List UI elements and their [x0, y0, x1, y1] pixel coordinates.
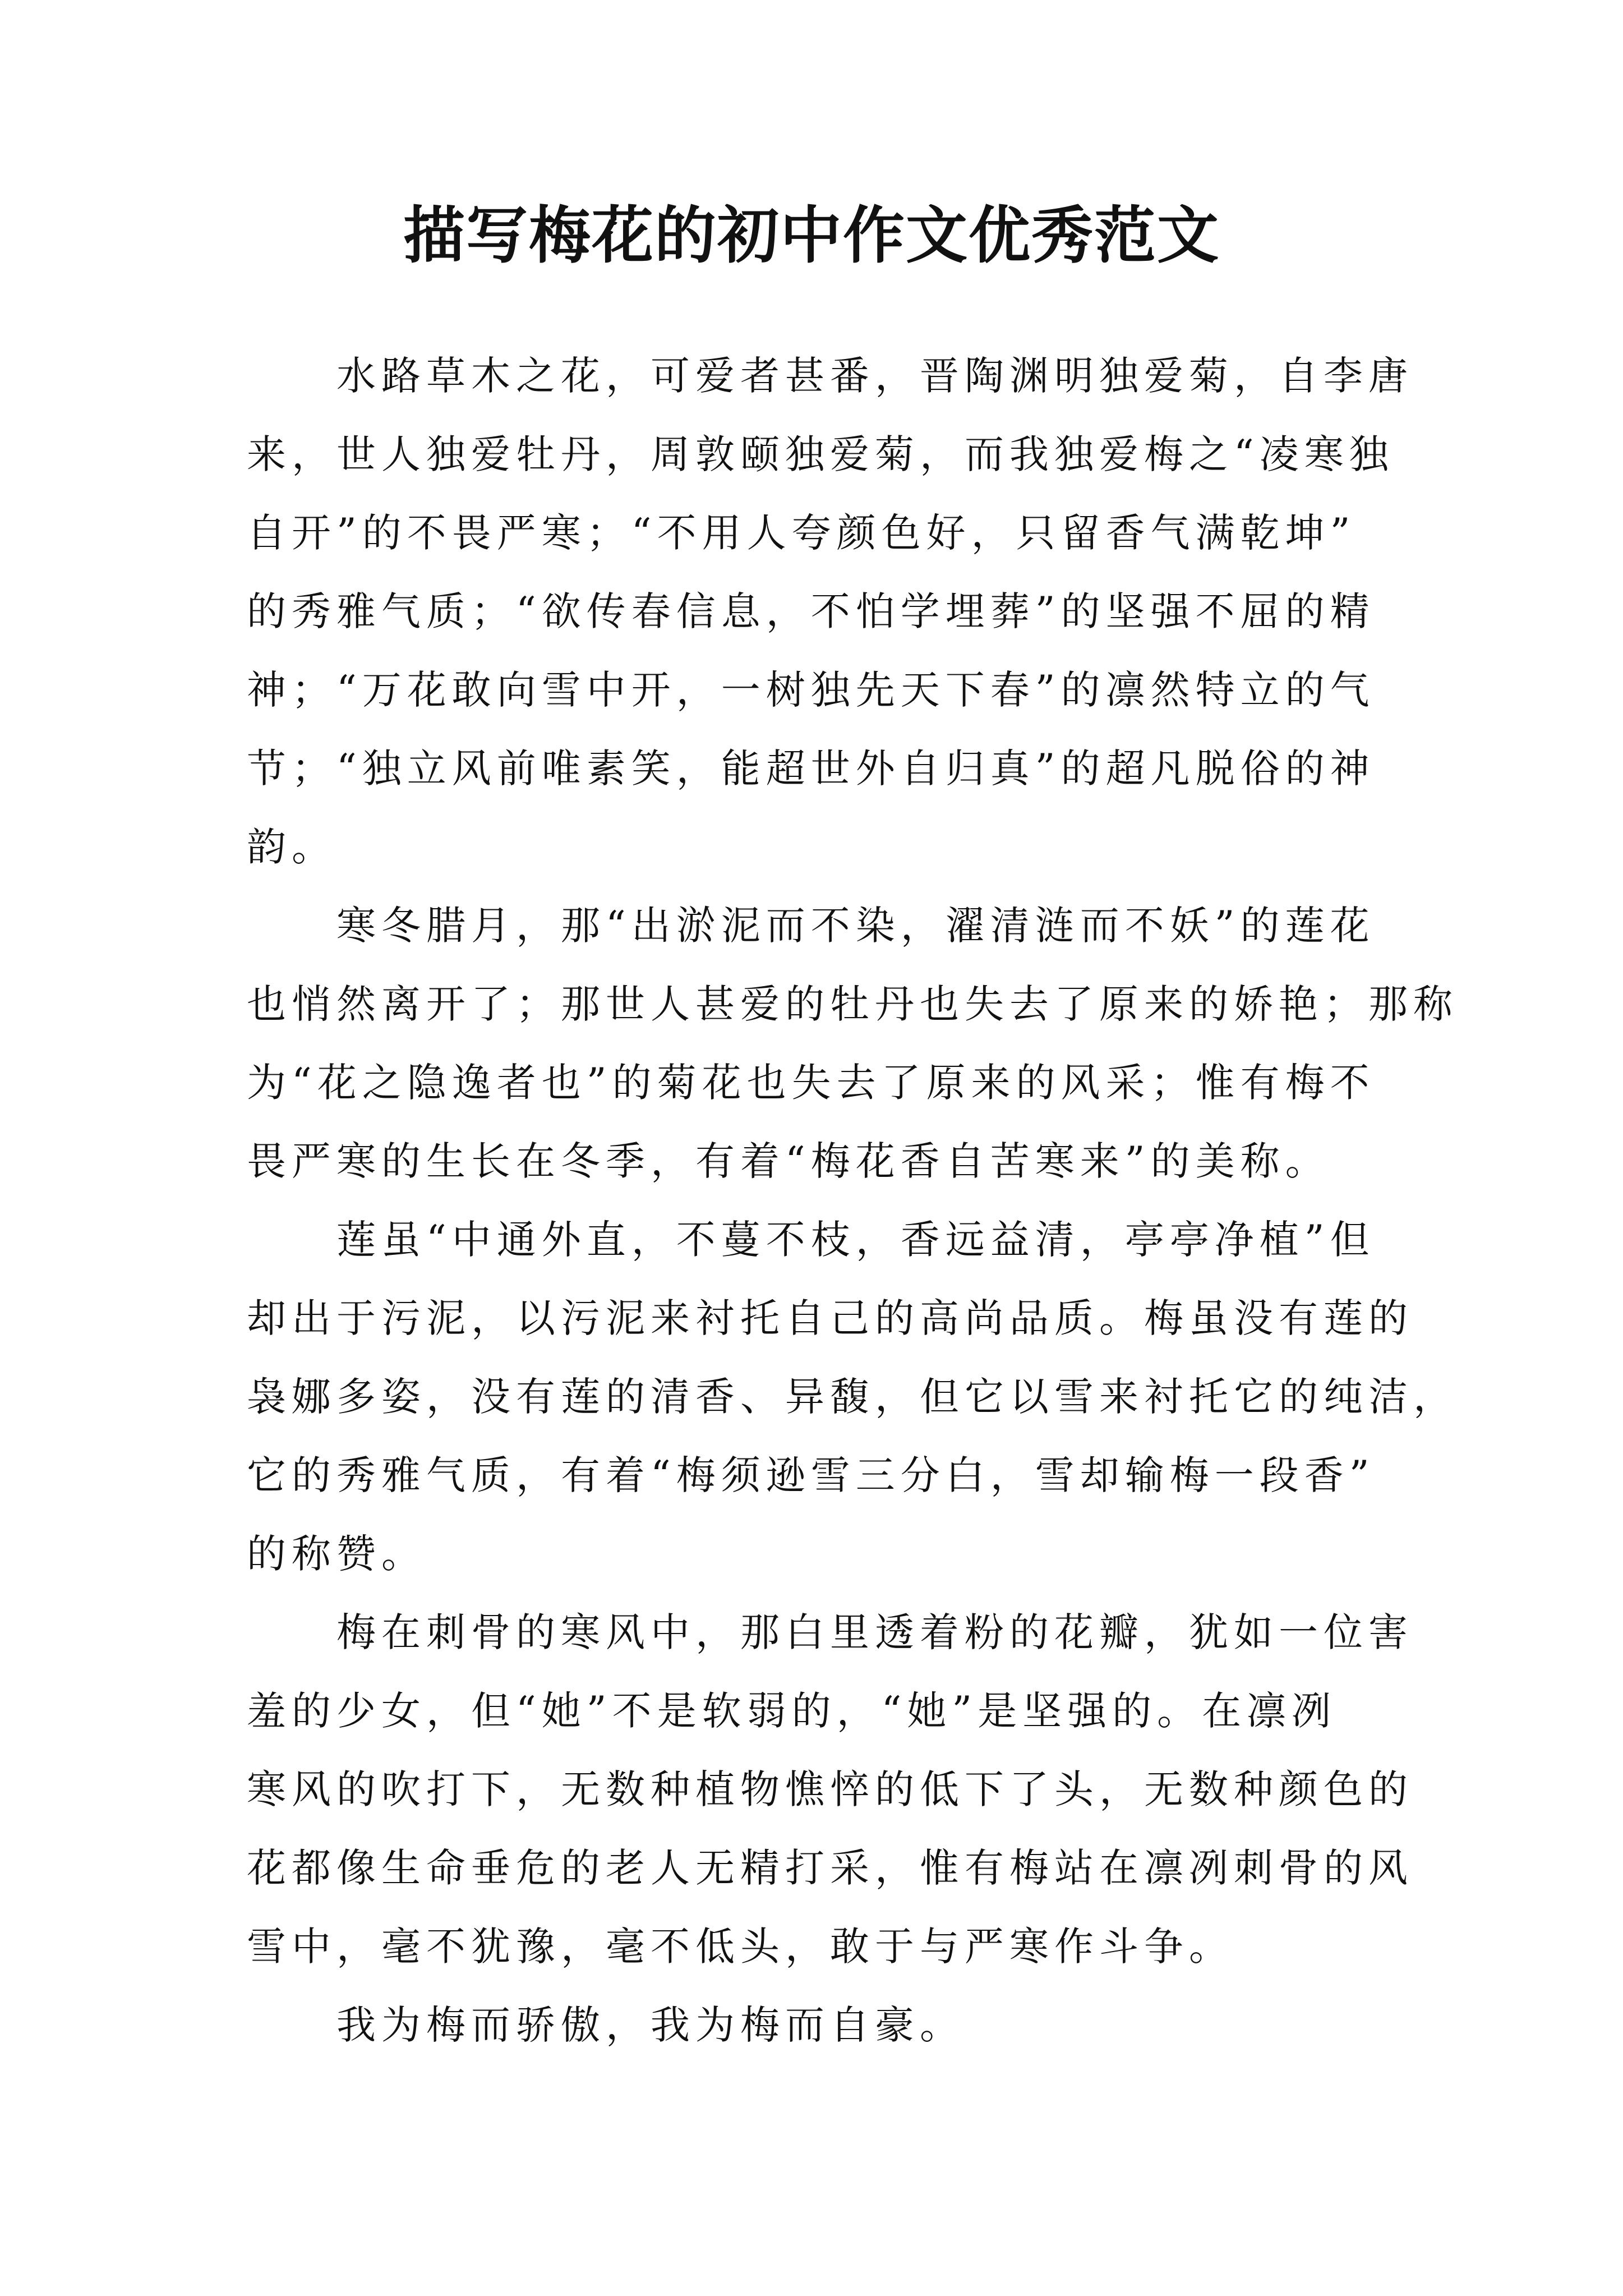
text-line: 它的秀雅气质，有着“梅须逊雪三分白，雪却输梅一段香” [247, 1452, 1375, 1498]
text-line: 自开”的不畏严寒；“不用人夸颜色好，只留香气满乾坤” [247, 510, 1356, 556]
text-line: 寒冬腊月，那“出淤泥而不染，濯清涟而不妖”的莲花 [336, 903, 1375, 949]
text-line: 韵。 [247, 824, 336, 870]
paragraph-4 [247, 1593, 1413, 1986]
paragraph-3 [247, 1200, 1458, 1593]
paragraph-2 [247, 886, 1458, 1200]
text-line: 水路草木之花，可爱者甚番，晋陶渊明独爱菊，自李唐 [336, 353, 1413, 399]
text-line: 寒风的吹打下，无数种植物憔悴的低下了头，无数种颜色的 [247, 1766, 1413, 1812]
text-line: 畏严寒的生长在冬季，有着“梅花香自苦寒来”的美称。 [247, 1138, 1330, 1184]
document-title: 描写梅花的初中作文优秀范文 [403, 199, 1220, 272]
text-line: 莲虽“中通外直，不蔓不枝，香远益清，亭亭净植”但 [336, 1217, 1375, 1263]
text-line: 羞的少女，但“她”不是软弱的，“她”是坚强的。在凛冽 [247, 1688, 1337, 1734]
text-line: 神；“万花敢向雪中开，一树独先天下春”的凛然特立的气 [247, 667, 1375, 713]
text-line: 来，世人独爱牡丹，周敦颐独爱菊，而我独爱梅之“凌寒独 [247, 431, 1394, 477]
text-line: 也悄然离开了；那世人甚爱的牡丹也失去了原来的娇艳；那称 [247, 981, 1458, 1027]
text-line: 我为梅而骄傲，我为梅而自豪。 [336, 2002, 965, 2048]
paragraph-5 [247, 1986, 1391, 2064]
paragraph-1 [247, 337, 1413, 886]
text-line: 袅娜多姿，没有莲的清香、异馥，但它以雪来衬托它的纯洁， [247, 1374, 1458, 1420]
text-line: 花都像生命垂危的老人无精打采，惟有梅站在凛冽刺骨的风 [247, 1845, 1413, 1891]
document-body [247, 337, 1458, 2064]
text-line: 梅在刺骨的寒风中，那白里透着粉的花瓣，犹如一位害 [336, 1609, 1413, 1655]
text-line: 为“花之隐逸者也”的菊花也失去了原来的风采；惟有梅不 [247, 1060, 1375, 1106]
text-line: 雪中，毫不犹豫，毫不低头，敢于与严寒作斗争。 [247, 1924, 1234, 1970]
text-line: 却出于污泥，以污泥来衬托自己的高尚品质。梅虽没有莲的 [247, 1295, 1413, 1341]
text-line: 的称赞。 [247, 1531, 426, 1577]
text-line: 的秀雅气质；“欲传春信息，不怕学埋葬”的坚强不屈的精 [247, 588, 1375, 634]
text-line: 节；“独立风前唯素笑，能超世外自归真”的超凡脱俗的神 [247, 746, 1375, 792]
